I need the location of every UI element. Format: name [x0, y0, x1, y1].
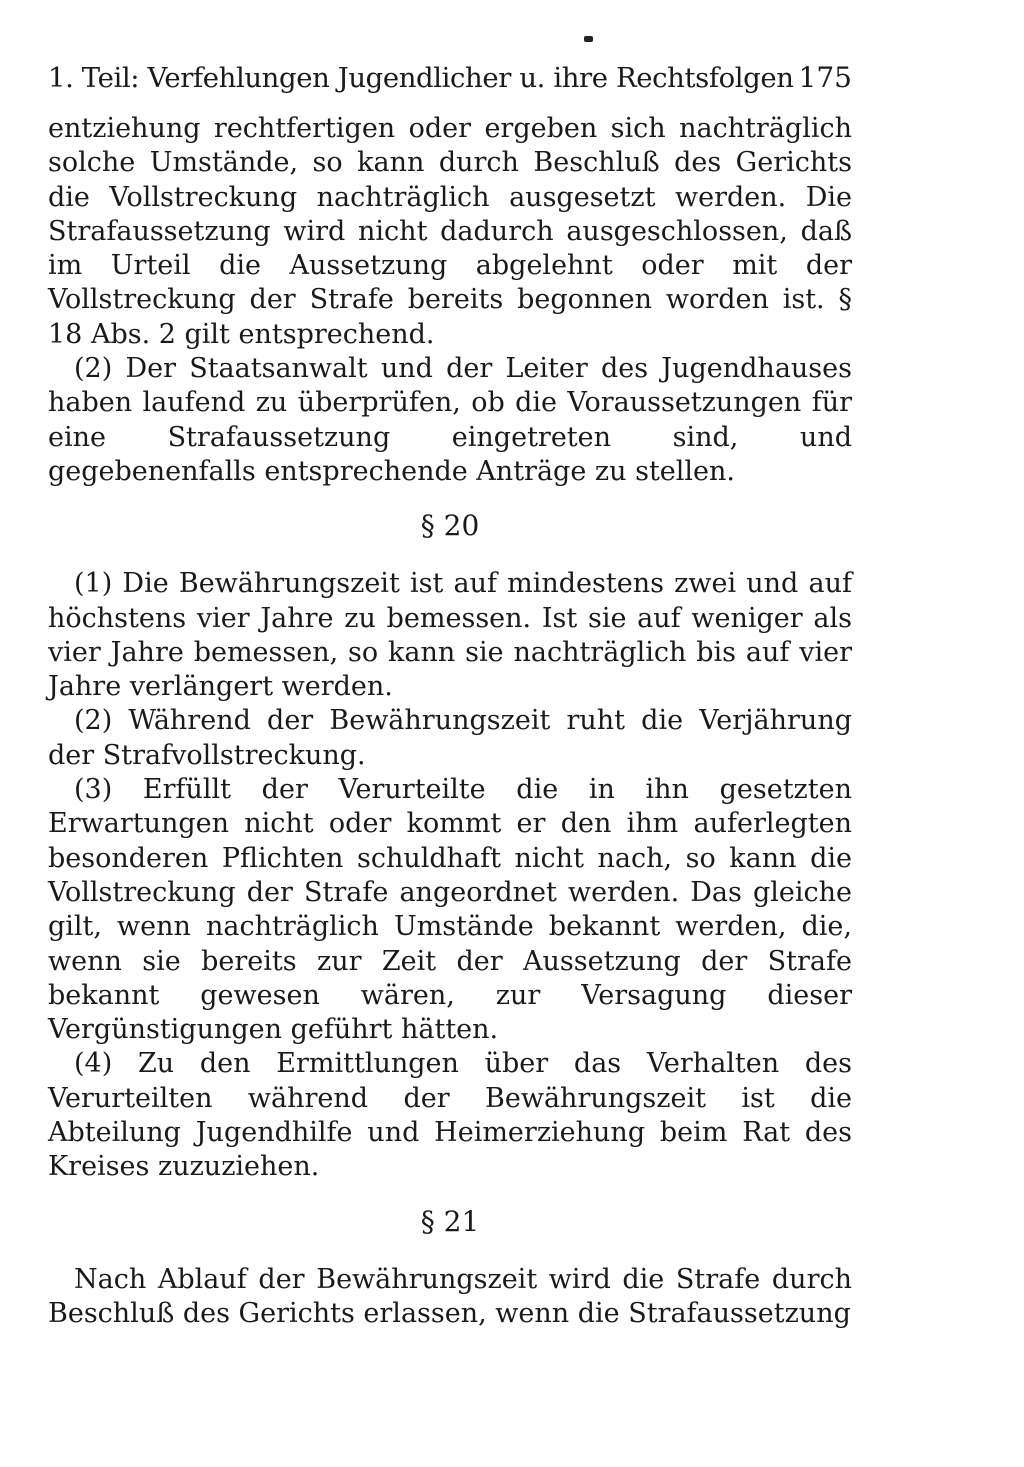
page-number: 175 [798, 61, 852, 94]
paragraph: (4) Zu den Ermittlungen über das Verhalten des Verurteilten während der Bewährungszeit ist die Abteilung Jugendhilfe und Heimerziehung beim Rat des Kreises zuzuziehen. [48, 1048, 852, 1183]
print-speck [584, 36, 593, 42]
paragraph: (2) Während der Bewährungszeit ruht die Verjährung der Strafvollstreckung. [48, 705, 852, 771]
body-text [48, 112, 852, 1331]
paragraph: Nach Ablauf der Bewährungszeit wird die Strafe durch Beschluß des Gerichts erlassen, wenn die Strafaussetzung [48, 1263, 852, 1329]
paragraph: (3) Erfüllt der Verurteilte die in ihn gesetzten Erwartungen nicht oder kommt er den ihm auferlegten besonderen Pflichten schuldhaft nicht nach, so kann die Vollstreckung der Strafe angeordnet werden. Das gleiche gilt, wenn nachträglich Umstände bekannt werden, die, wenn sie bereits zur Zeit der Aussetzung der Strafe bekannt gewesen wären, zur Versagung dieser Vergünstigungen geführt hätten. [48, 774, 852, 1046]
section-heading-21: § 21 [420, 1204, 480, 1238]
running-header [48, 58, 852, 98]
section-heading-20: § 20 [420, 509, 480, 543]
paragraph: (2) Der Staatsanwalt und der Leiter des Jugendhauses haben laufend zu überprüfen, ob die Voraussetzungen für eine Strafaussetzung eingetreten sind, und gegebenenfalls entsprechende Anträge zu stellen. [48, 353, 852, 487]
paragraph: (1) Die Bewährungszeit ist auf mindestens zwei und auf höchstens vier Jahre zu bemessen. Ist sie auf weniger als vier Jahre bemessen, so kann sie nachträglich bis auf vier Jahre verlängert werden. [48, 568, 852, 703]
running-header-title: 1. Teil: Verfehlungen Jugendlicher u. ihre Rechtsfolgen [48, 62, 794, 94]
paragraph: entziehung rechtfertigen oder ergeben sich nachträglich solche Umstände, so kann durch Beschluß des Gerichts die Vollstreckung nachträglich ausgesetzt werden. Die Strafaussetzung wird nicht dadurch ausgeschlossen, daß im Urteil die Aussetzung abgelehnt oder mit der Vollstreckung der Strafe bereits begonnen worden ist. § 18 Abs. 2 gilt entsprechend. [48, 113, 852, 350]
book-page [48, 58, 852, 1331]
